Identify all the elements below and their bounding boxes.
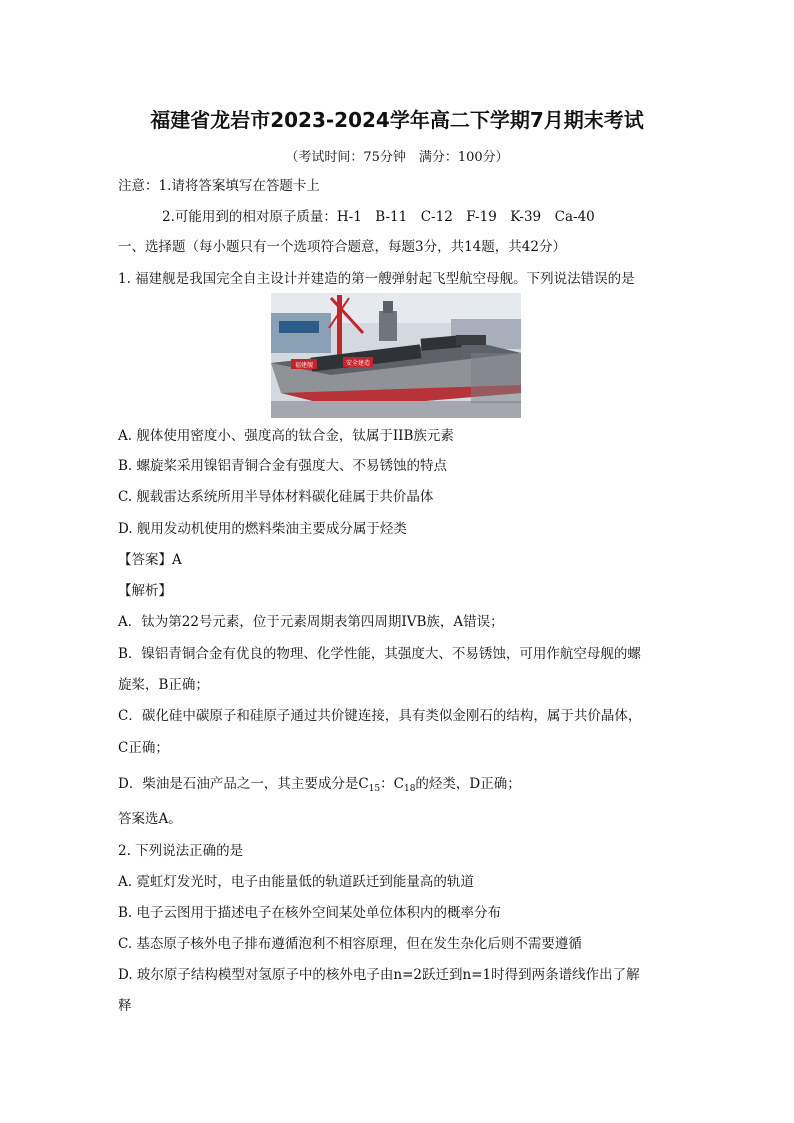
formula-separator: ： — [380, 776, 394, 792]
question-2-stem: 2. 下列说法正确的是 — [118, 843, 244, 859]
formula-c15-symbol: C — [358, 776, 369, 792]
exp-d-prefix: D．柴油是石油产品之一，其主要成分是 — [118, 776, 359, 792]
q1-conclusion: 答案选A。 — [118, 811, 182, 827]
q1-option-b: B. 螺旋桨采用镍铝青铜合金有强度大、不易锈蚀的特点 — [118, 458, 448, 474]
note-2: 2.可能用到的相对原子质量：H-1 B-11 C-12 F-19 K-39 Ca-40 — [162, 209, 595, 225]
q1-explanation-d — [118, 775, 521, 798]
photo-building-sign — [279, 321, 319, 333]
sign-fujian-text: 福建舰 — [294, 362, 314, 369]
note-1: 注意：1.请将答案填写在答题卡上 — [118, 178, 320, 194]
q1-option-d: D. 舰用发动机使用的燃料柴油主要成分属于烃类 — [118, 521, 407, 537]
aircraft-carrier-photo — [271, 293, 521, 418]
q2-option-b: B. 电子云图用于描述电子在核外空间某处单位体积内的概率分布 — [118, 905, 502, 921]
q2-option-a: A. 霓虹灯发光时，电子由能量低的轨道跃迁到能量高的轨道 — [118, 874, 474, 890]
sign-safety-text: 安全建造 — [345, 360, 371, 367]
q1-explanation-c-1: C．碳化硅中碳原子和硅原子通过共价键连接，具有类似金刚石的结构，属于共价晶体， — [118, 708, 642, 724]
q1-explanation-a: A．钛为第22号元素，位于元素周期表第四周期IVB族，A错误； — [118, 614, 504, 630]
question-1-stem: 1. 福建舰是我国完全自主设计并建造的第一艘弹射起飞型航空母舰。下列说法错误的是 — [118, 271, 635, 287]
exam-duration: （考试时间：75分钟 满分：100分） — [285, 150, 509, 165]
q1-explanation-c-2: C正确； — [118, 740, 169, 756]
formula-c18-subscript: 18 — [403, 784, 416, 794]
q1-option-c: C. 舰载雷达系统所用半导体材料碳化硅属于共价晶体 — [118, 489, 434, 505]
q1-explanation-b-2: 旋桨，B正确； — [118, 677, 209, 693]
exam-title: 福建省龙岩市2023-2024学年高二下学期7月期末考试 — [150, 108, 644, 132]
q1-explanation-b-1: B．镍铝青铜合金有优良的物理、化学性能，其强度大、不易锈蚀，可用作航空母舰的螺 — [118, 646, 641, 662]
deck-shed-3 — [456, 335, 486, 345]
section-heading: 一、选择题（每小题只有一个选项符合题意，每题3分，共14题，共42分） — [118, 239, 566, 255]
q2-option-c: C. 基态原子核外电子排布遵循泡利不相容原理，但在发生杂化后则不需要遵循 — [118, 936, 582, 952]
q1-analysis-label: 【解析】 — [118, 583, 172, 599]
formula-c15 — [358, 776, 380, 792]
formula-c18 — [394, 776, 416, 792]
island-mast — [383, 301, 393, 313]
q1-answer: 【答案】A — [118, 552, 182, 568]
island-body — [379, 311, 397, 341]
q2-option-d-1: D. 玻尔原子结构模型对氢原子中的核外电子由n=2跃迁到n=1时得到两条谱线作出了解 — [118, 967, 640, 983]
photo-dock-right — [471, 353, 521, 403]
formula-c18-symbol: C — [393, 776, 404, 792]
photo-dock — [271, 401, 521, 418]
exp-d-suffix: 的烃类，D正确； — [415, 776, 521, 792]
formula-c15-subscript: 15 — [368, 784, 381, 794]
q1-option-a: A. 舰体使用密度小、强度高的钛合金，钛属于IIB族元素 — [118, 428, 454, 444]
q2-option-d-2: 释 — [118, 998, 132, 1014]
